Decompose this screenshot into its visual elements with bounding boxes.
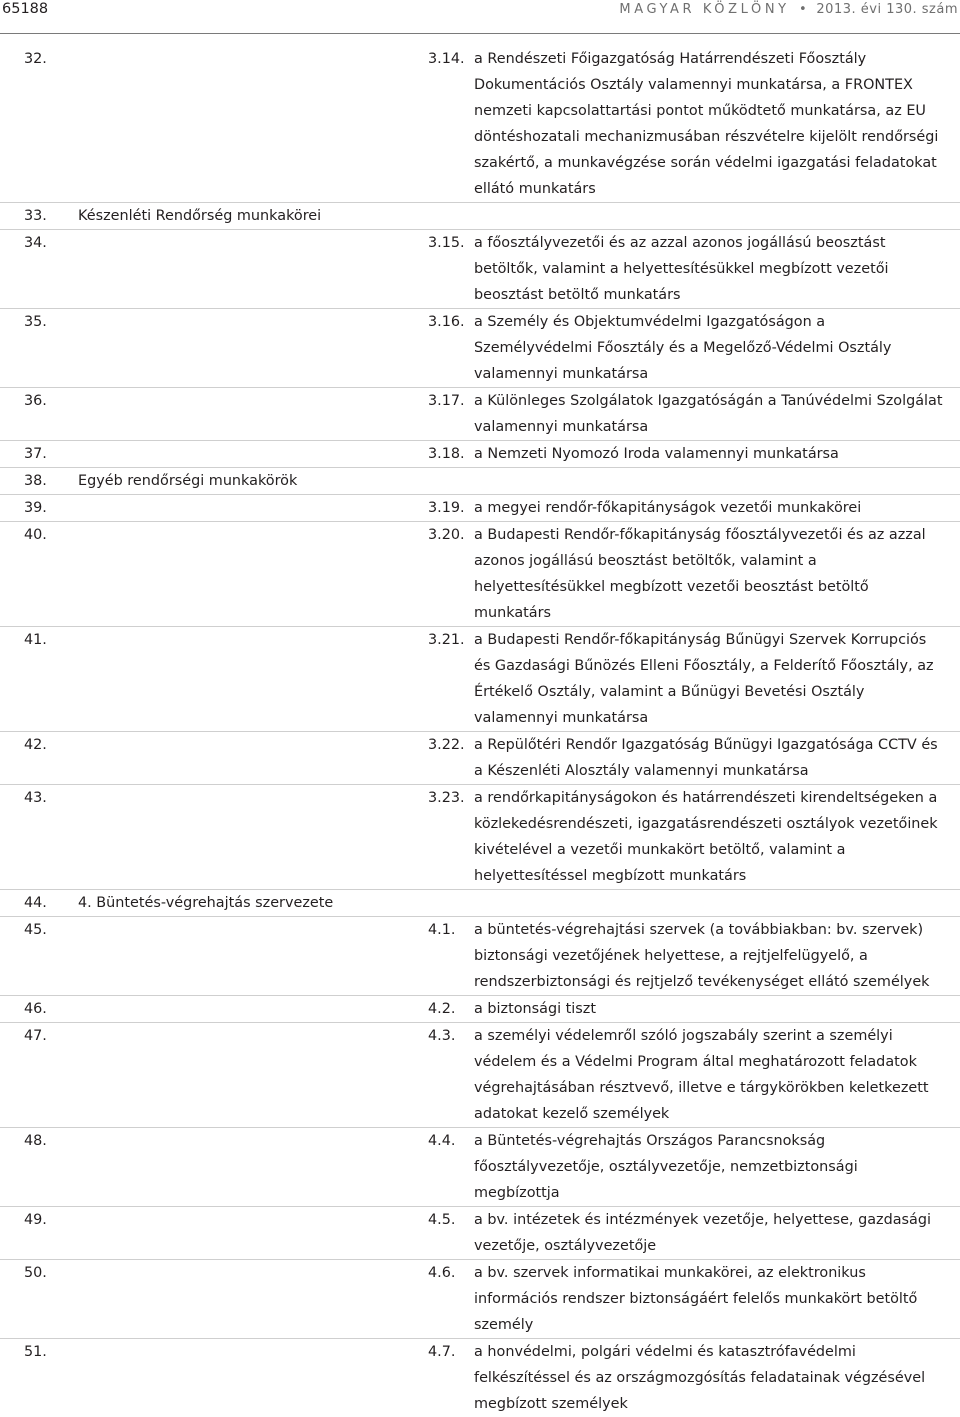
item-number: 3.16. [428, 309, 474, 387]
item-number: 4.4. [428, 1128, 474, 1206]
list-item [428, 230, 960, 308]
row-number: 36. [0, 388, 52, 441]
item-text: a bv. intézetek és intézmények vezetője, helyettese, gazdasági vezetője, osztályvezetője [474, 1207, 960, 1259]
row-number: 46. [0, 996, 52, 1023]
item-number: 4.2. [428, 996, 474, 1022]
table-row [0, 495, 960, 522]
spacer-cell [52, 1023, 428, 1128]
table-row [0, 203, 960, 230]
item-cell [428, 309, 960, 388]
item-number: 3.23. [428, 785, 474, 889]
row-number: 35. [0, 309, 52, 388]
item-number: 3.22. [428, 732, 474, 784]
item-cell [428, 785, 960, 890]
list-item [428, 785, 960, 889]
spacer-cell [52, 917, 428, 996]
table-row [0, 917, 960, 996]
section-heading: Egyéb rendőrségi munkakörök [52, 468, 960, 495]
issue-number: 2013. évi 130. szám [816, 2, 958, 17]
item-number: 3.14. [428, 46, 474, 202]
item-text: a büntetés-végrehajtási szervek (a továbbiakban: bv. szervek) biztonsági vezetőjének helyettese, a rejtjelfelügyelő, a rendszerbiztonsági és rejtjelző tevékenységet ellátó személyek [474, 917, 960, 995]
table-row [0, 468, 960, 495]
spacer-cell [52, 230, 428, 309]
row-number: 40. [0, 522, 52, 627]
table-row [0, 627, 960, 732]
list-item [428, 441, 960, 467]
publication-info: MAGYAR KÖZLÖNY • 2013. évi 130. szám [619, 2, 958, 17]
section-heading: Készenléti Rendőrség munkakörei [52, 203, 960, 230]
row-number: 51. [0, 1339, 52, 1417]
row-number: 47. [0, 1023, 52, 1128]
list-item [428, 917, 960, 995]
table-row [0, 46, 960, 203]
item-number: 3.21. [428, 627, 474, 731]
list-item [428, 1207, 960, 1259]
table-row [0, 890, 960, 917]
item-number: 4.1. [428, 917, 474, 995]
spacer-cell [52, 46, 428, 203]
item-text: a rendőrkapitányságokon és határrendészeti kirendeltségeken a közlekedésrendészeti, igazgatásrendészeti osztályok vezetőinek kivételével a vezetői munkakört betöltő, valamint a helyettesítéssel megbízott munkatárs [474, 785, 960, 889]
list-item [428, 388, 960, 440]
page-number: 65188 [2, 1, 48, 17]
row-number: 41. [0, 627, 52, 732]
table-row [0, 309, 960, 388]
spacer-cell [52, 785, 428, 890]
row-number: 48. [0, 1128, 52, 1207]
item-text: a biztonsági tiszt [474, 996, 960, 1022]
spacer-cell [52, 1207, 428, 1260]
table-row [0, 1023, 960, 1128]
list-item [428, 522, 960, 626]
list-item [428, 1260, 960, 1338]
row-number: 42. [0, 732, 52, 785]
item-number: 3.15. [428, 230, 474, 308]
list-item [428, 627, 960, 731]
row-number: 33. [0, 203, 52, 230]
item-text: a Rendészeti Főigazgatóság Határrendészeti Főosztály Dokumentációs Osztály valamennyi munkatársa, a FRONTEX nemzeti kapcsolattartási pontot működtető munkatársa, az EU döntéshozatali mechanizmusában részvételre kijelölt rendőrségi szakértő, a munkavégzése során védelmi igazgatási feladatokat ellátó munkatárs [474, 46, 960, 202]
item-text: a Budapesti Rendőr-főkapitányság főosztályvezetői és az azzal azonos jogállású beosztást betöltők, valamint a helyettesítésükkel megbízott vezetői beosztást betöltő munkatárs [474, 522, 960, 626]
spacer-cell [52, 495, 428, 522]
row-number: 39. [0, 495, 52, 522]
item-cell [428, 230, 960, 309]
item-number: 3.19. [428, 495, 474, 521]
table-row [0, 522, 960, 627]
spacer-cell [52, 1339, 428, 1417]
table-row [0, 388, 960, 441]
list-item [428, 46, 960, 202]
item-cell [428, 627, 960, 732]
table-row [0, 996, 960, 1023]
item-cell [428, 388, 960, 441]
item-text: a honvédelmi, polgári védelmi és katasztrófavédelmi felkészítéssel és az országmozgósítás feladatainak végzésével megbízott személyek [474, 1339, 960, 1417]
list-item [428, 309, 960, 387]
item-cell [428, 1023, 960, 1128]
list-item [428, 495, 960, 521]
item-text: a Nemzeti Nyomozó Iroda valamennyi munkatársa [474, 441, 960, 467]
row-number: 37. [0, 441, 52, 468]
item-text: a Személy és Objektumvédelmi Igazgatóságon a Személyvédelmi Főosztály és a Megelőző-Védelmi Osztály valamennyi munkatársa [474, 309, 960, 387]
item-number: 4.6. [428, 1260, 474, 1338]
spacer-cell [52, 1128, 428, 1207]
document-table [0, 46, 960, 1417]
item-cell [428, 46, 960, 203]
section-heading: 4. Büntetés-végrehajtás szervezete [52, 890, 960, 917]
item-text: a Különleges Szolgálatok Igazgatóságán a Tanúvédelmi Szolgálat valamennyi munkatársa [474, 388, 960, 440]
row-number: 43. [0, 785, 52, 890]
item-number: 4.7. [428, 1339, 474, 1417]
list-item [428, 996, 960, 1022]
row-number: 49. [0, 1207, 52, 1260]
item-text: a Budapesti Rendőr-főkapitányság Bűnügyi Szervek Korrupciós és Gazdasági Bűnözés Elleni Főosztály, a Felderítő Főosztály, az Értékelő Osztály, valamint a Bűnügyi Bevetési Osztály valamennyi munkatársa [474, 627, 960, 731]
item-number: 3.17. [428, 388, 474, 440]
spacer-cell [52, 627, 428, 732]
item-cell [428, 1339, 960, 1417]
item-text: a főosztályvezetői és az azzal azonos jogállású beosztást betöltők, valamint a helyettesítésükkel megbízott vezetői beosztást betöltő munkatárs [474, 230, 960, 308]
row-number: 34. [0, 230, 52, 309]
table-row [0, 785, 960, 890]
spacer-cell [52, 309, 428, 388]
publication-title: MAGYAR KÖZLÖNY [619, 2, 789, 17]
item-number: 4.5. [428, 1207, 474, 1259]
item-text: a Büntetés-végrehajtás Országos Parancsnokság főosztályvezetője, osztályvezetője, nemzetbiztonsági megbízottja [474, 1128, 960, 1206]
table-row [0, 230, 960, 309]
table-row [0, 1260, 960, 1339]
item-cell [428, 996, 960, 1023]
list-item [428, 1339, 960, 1417]
page-header [0, 0, 960, 34]
item-cell [428, 522, 960, 627]
list-item [428, 732, 960, 784]
row-number: 45. [0, 917, 52, 996]
table-row [0, 1128, 960, 1207]
item-number: 3.20. [428, 522, 474, 626]
spacer-cell [52, 522, 428, 627]
item-cell [428, 1260, 960, 1339]
list-item [428, 1023, 960, 1127]
item-cell [428, 441, 960, 468]
list-item [428, 1128, 960, 1206]
item-cell [428, 732, 960, 785]
table-row [0, 1207, 960, 1260]
row-number: 44. [0, 890, 52, 917]
row-number: 32. [0, 46, 52, 203]
table-row [0, 732, 960, 785]
item-cell [428, 1128, 960, 1207]
spacer-cell [52, 441, 428, 468]
item-text: a személyi védelemről szóló jogszabály szerint a személyi védelem és a Védelmi Program által meghatározott feladatok végrehajtásában résztvevő, illetve e tárgykörökben keletkezett adatokat kezelő személyek [474, 1023, 960, 1127]
item-cell [428, 495, 960, 522]
item-text: a bv. szervek informatikai munkakörei, az elektronikus információs rendszer biztonságáért felelős munkakört betöltő személy [474, 1260, 960, 1338]
item-number: 4.3. [428, 1023, 474, 1127]
item-cell [428, 917, 960, 996]
row-number: 38. [0, 468, 52, 495]
row-number: 50. [0, 1260, 52, 1339]
spacer-cell [52, 1260, 428, 1339]
item-text: a megyei rendőr-főkapitányságok vezetői munkakörei [474, 495, 960, 521]
item-text: a Repülőtéri Rendőr Igazgatóság Bűnügyi Igazgatósága CCTV és a Készenléti Alosztály valamennyi munkatársa [474, 732, 960, 784]
spacer-cell [52, 732, 428, 785]
item-number: 3.18. [428, 441, 474, 467]
item-cell [428, 1207, 960, 1260]
table-row [0, 441, 960, 468]
spacer-cell [52, 388, 428, 441]
spacer-cell [52, 996, 428, 1023]
table-row [0, 1339, 960, 1417]
